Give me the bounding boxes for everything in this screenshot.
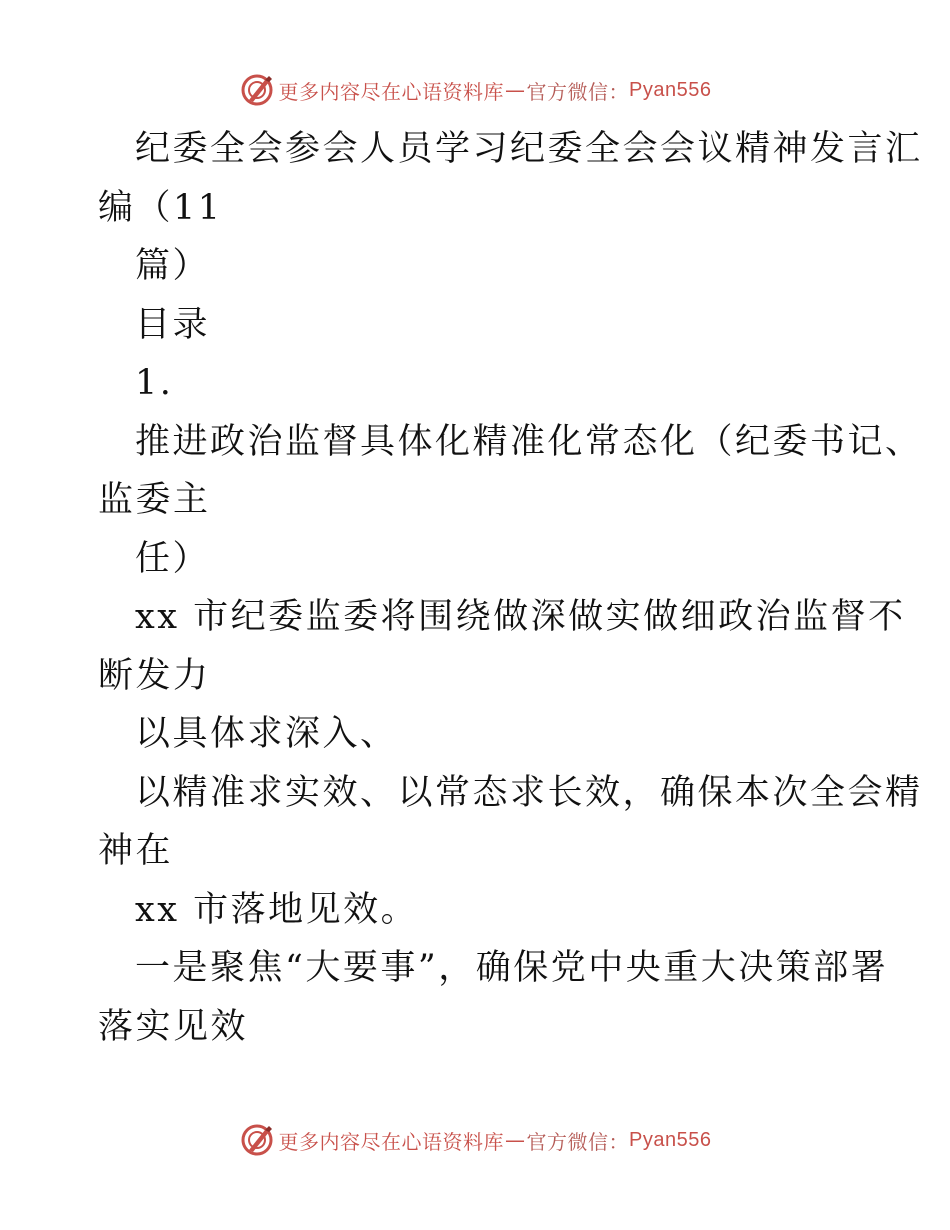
text-line: 纪委全会参会人员学习纪委全会会议精神发言汇	[135, 129, 923, 169]
watermark-main-text: 更多内容尽在心语资料库	[278, 79, 505, 104]
watermark-main-text: 更多内容尽在心语资料库	[278, 1129, 505, 1154]
watermark-id-text: Pyan556	[629, 78, 712, 101]
text-line: xx 市纪委监委将围绕做深做实做细政治监督不	[135, 597, 906, 637]
text-line: 篇）	[135, 246, 211, 286]
text-line: 神在	[98, 831, 174, 871]
text-line: 监委主	[98, 480, 211, 520]
document-body	[98, 120, 923, 1056]
watermark-dash: —	[505, 1128, 526, 1152]
text-line: 1.	[135, 363, 174, 403]
text-line: 以精准求实效、以常态求长效，确保本次全会精	[135, 772, 923, 813]
watermark-header	[0, 72, 950, 108]
watermark-footer	[0, 1122, 950, 1158]
watermark-sub-text: 官方微信：	[526, 79, 630, 104]
text-line: 编（11	[98, 187, 223, 228]
text-line: 任）	[135, 538, 211, 579]
text-line: 落实见效	[98, 1006, 249, 1047]
pen-logo-icon	[239, 72, 275, 108]
text-line: 以具体求深入、	[135, 714, 398, 754]
text-line: 目录	[135, 304, 211, 345]
text-line: 推进政治监督具体化精准化常态化（纪委书记、	[135, 421, 923, 462]
text-line: 一是聚焦“大要事”，确保党中央重大决策部署	[135, 948, 889, 988]
watermark-id-text: Pyan556	[629, 1128, 712, 1151]
text-line: xx 市落地见效。	[135, 889, 419, 930]
text-line: 断发力	[98, 655, 211, 696]
watermark-sub-text: 官方微信：	[526, 1129, 630, 1154]
pen-logo-icon	[239, 1122, 275, 1158]
watermark-dash: —	[505, 78, 526, 102]
